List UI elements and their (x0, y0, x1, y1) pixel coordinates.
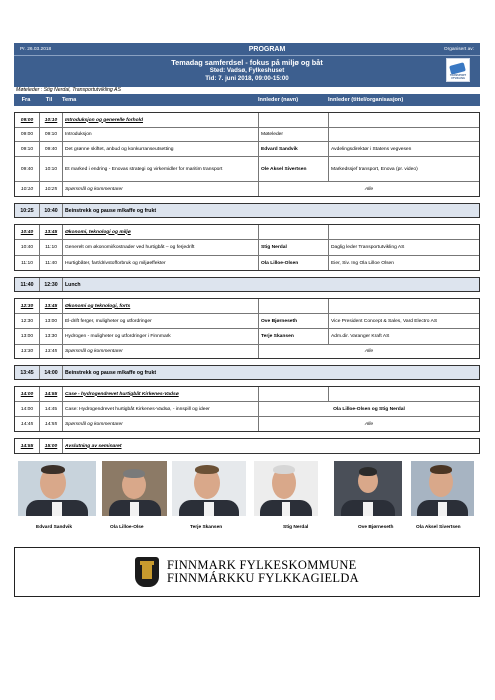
agenda-row (15, 255, 479, 270)
coat-of-arms-icon (135, 557, 159, 587)
shirt-shape (204, 502, 214, 516)
speaker-photo (334, 461, 402, 516)
program-date: Pr. 26.03.2018 (20, 46, 52, 52)
topic: Spørsmål og kommentarer (62, 345, 258, 358)
time-to: 10:10 (39, 157, 62, 181)
time-from: 09:10 (20, 146, 34, 152)
program-page (14, 43, 480, 454)
break-row (14, 203, 480, 218)
time-from: 12:30 (20, 318, 34, 324)
hair-shape (430, 465, 452, 474)
time-to: 10:25 (39, 182, 62, 196)
speaker-photo (172, 461, 246, 516)
speaker-name (258, 113, 328, 127)
shirt-shape (52, 502, 63, 516)
agenda-row (15, 239, 479, 255)
speaker-name: Møteleder (258, 128, 328, 141)
column-header (14, 94, 480, 106)
speaker-name: Ove Bjørneseth (258, 314, 328, 328)
shirt-shape (130, 502, 139, 516)
footer (14, 547, 480, 597)
hair-shape (123, 469, 145, 478)
col-navn: Innleder (navn) (258, 97, 299, 103)
shirt-shape (363, 502, 373, 516)
break-row (14, 365, 480, 380)
speaker-name: Ole Aksel Sivertsen (258, 157, 328, 181)
time-to: 13:45 (39, 345, 62, 358)
break-text: Lunch (62, 278, 479, 291)
speaker-name (258, 225, 328, 239)
speaker-photo (102, 461, 167, 516)
time-from: 14:00 (20, 406, 34, 412)
speaker-title: Eier, Siv. Ing Ola Lilloe Olsen (328, 256, 479, 270)
time-from: 13:00 (20, 334, 34, 339)
agenda-row (15, 328, 479, 344)
agenda-row (15, 127, 479, 141)
time-from: 11:10 (21, 260, 33, 266)
time-to: 10:10 (39, 113, 62, 127)
logo-text: TRANSPORT UTVIKLING (449, 74, 467, 80)
speaker-photo (411, 461, 474, 516)
topic: Generelt om økonomi/kostnader ved hurtigbåt – og ferjedrift (62, 240, 258, 255)
time-to: 13:00 (39, 314, 62, 328)
organizer-label: Organisert av: (443, 46, 474, 52)
time-to: 12:30 (39, 278, 62, 291)
topic: Case - hydrogendrevet hurtigbåt Kirkenes-Vadsø (62, 387, 258, 401)
time-to: 11:10 (39, 240, 62, 255)
agenda-row (15, 181, 479, 196)
speaker-title (328, 113, 479, 127)
speaker-name: Terje Skansen (258, 329, 328, 344)
time-from: 09:40 (20, 166, 34, 172)
footer-line-1: FINNMARK FYLKESKOMMUNE (167, 558, 357, 572)
time-to: 14:45 (39, 402, 62, 416)
topic: Spørsmål og kommentarer (62, 182, 258, 196)
time-to: 13:45 (39, 299, 62, 313)
meeting-leader: Møteleder : Stig Nerdal, Transportutvikling AS (16, 87, 121, 93)
speaker-span: Ola Lilloe-Olsen og Stig Nerdal (258, 402, 479, 416)
time-from: 10:40 (20, 245, 34, 250)
time-from: 09:00 (20, 132, 34, 137)
agenda-block (14, 112, 480, 197)
time-from: 13:45 (20, 369, 34, 376)
speaker-photo (18, 461, 96, 516)
speaker-title (328, 299, 479, 313)
time-from: 13:30 (20, 349, 34, 354)
speaker-title (328, 387, 479, 401)
agenda-row (15, 313, 479, 328)
topic: Hydrogen - muligheter og utfordringer i Finnmark (62, 329, 258, 344)
topic: Introduksjon (62, 128, 258, 141)
hair-shape (41, 465, 65, 474)
speaker-caption: Edvard Sandvik (36, 525, 72, 530)
time-to: 14:55 (39, 387, 62, 401)
break-text: Beinstrekk og pause m/kaffe og frukt (62, 366, 479, 379)
speaker-name (258, 299, 328, 313)
speaker-name: Edvard Sandvik (258, 142, 328, 156)
col-til: Til (45, 97, 53, 103)
speaker-name: Stig Nerdal (258, 240, 328, 255)
section-heading-row (15, 299, 479, 313)
speaker-caption: Terje Skansen (190, 525, 223, 530)
speaker-caption: Ove Bjørneseth (358, 525, 394, 530)
speaker-photos (18, 461, 474, 531)
agenda-row (15, 141, 479, 156)
time-to: 13:45 (39, 225, 62, 239)
speaker-photo (254, 461, 318, 516)
topic: Økonomi, teknologi og miljø (62, 225, 258, 239)
time-to: 09:40 (39, 142, 62, 156)
col-fra: Fra (21, 97, 31, 103)
event-time: Tid: 7. juni 2018, 09:00-15:00 (205, 75, 289, 82)
time-to: 14:00 (39, 366, 62, 379)
time-from: 12:30 (20, 303, 34, 309)
speaker-span: Alle (258, 182, 479, 196)
speaker-title (328, 225, 479, 239)
time-to: 11:40 (39, 256, 62, 270)
break-text: Beinstrekk og pause m/kaffe og frukt (62, 204, 479, 217)
event-place: Sted: Vadsø, Fylkeshuset (209, 67, 285, 74)
agenda-row (15, 401, 479, 416)
speaker-name (258, 387, 328, 401)
event-title: Temadag samferdsel - fokus på miljø og båt (171, 58, 323, 67)
topic: Case: Hydrogendrevet hurtigbåt Kirkenes-Vadsø, - innspill og ideer (62, 402, 258, 416)
speaker-title: Daglig leder Transportutvikling AS (328, 240, 479, 255)
speaker-title: Avdelingsdirektør i Statens vegvesen (328, 142, 479, 156)
break-row (14, 277, 480, 292)
speaker-name: Ola Lilloe-Olsen (258, 256, 328, 270)
time-to: 09:10 (39, 128, 62, 141)
speaker-span: Alle (258, 417, 479, 431)
hair-shape (195, 465, 219, 474)
time-from: 11:40 (20, 281, 34, 288)
topic: Økonomi og teknologi, forts (62, 299, 258, 313)
topic: Hurtigbåter, fart/drivstofforbruk og miljøeffekter (62, 256, 258, 270)
time-from: 10:10 (20, 186, 34, 192)
footer-line-2: FINNMÁRKKU FYLKKAGIELDA (167, 571, 359, 585)
time-from: 09:00 (20, 117, 34, 123)
time-to: 10:40 (39, 204, 62, 217)
agenda-row (15, 344, 479, 358)
bus-icon (449, 62, 466, 75)
time-to: 14:55 (39, 417, 62, 431)
speaker-caption: Stig Nerdal (283, 525, 309, 530)
speaker-caption: Ola Lilloe-Olse (110, 525, 144, 530)
speaker-caption: Ola Aksel Sivertsen (416, 525, 461, 530)
agenda-block (14, 298, 480, 359)
speaker-span: Alle (258, 345, 479, 358)
agenda-block (14, 386, 480, 432)
topic: Det grønne skiftet, anbud og konkurranseutsetting (62, 142, 258, 156)
time-to: 13:30 (39, 329, 62, 344)
speaker-title: Adm.dir. Varanger Kraft AS (328, 329, 479, 344)
topic: Introduksjon og generelle forhold (62, 113, 258, 127)
shirt-shape (438, 502, 447, 516)
agenda-row (15, 416, 479, 431)
hair-shape (359, 467, 377, 476)
agenda-row (15, 156, 479, 181)
topic: Spørsmål og kommentarer (62, 417, 258, 431)
program-header (14, 43, 480, 87)
time-from: 14:55 (20, 443, 34, 449)
col-tittel: Innleder (tittel/organisasjon) (328, 97, 404, 103)
organizer-logo (446, 58, 470, 82)
closing-block (14, 438, 480, 454)
hair-shape (273, 465, 295, 474)
time-from: 10:25 (20, 207, 34, 214)
section-heading-row (15, 387, 479, 401)
time-from: 10:40 (20, 229, 34, 235)
time-to: 15:00 (39, 439, 62, 453)
time-from: 14:45 (20, 421, 34, 427)
col-tema: Tema (62, 97, 77, 103)
speaker-title (328, 128, 479, 141)
closing-row (15, 439, 479, 453)
section-heading-row (15, 113, 479, 127)
time-from: 14:00 (20, 391, 34, 397)
topic: Et marked i endring - Enovas strategi og virkemidler for maritim transport (62, 157, 258, 181)
topic: El-drift ferger, muligheter og utfordringer (62, 314, 258, 328)
speaker-title: Markedssjef transport, Enova (pr. video) (328, 157, 479, 181)
section-heading-row (15, 225, 479, 239)
speaker-title: Vice President Concept & Sales, Vard Electro AS (328, 314, 479, 328)
shirt-shape (282, 502, 291, 516)
program-label: PROGRAM (248, 45, 286, 53)
closing-text: Avslutning av seminaret (62, 439, 479, 453)
agenda-block (14, 224, 480, 271)
